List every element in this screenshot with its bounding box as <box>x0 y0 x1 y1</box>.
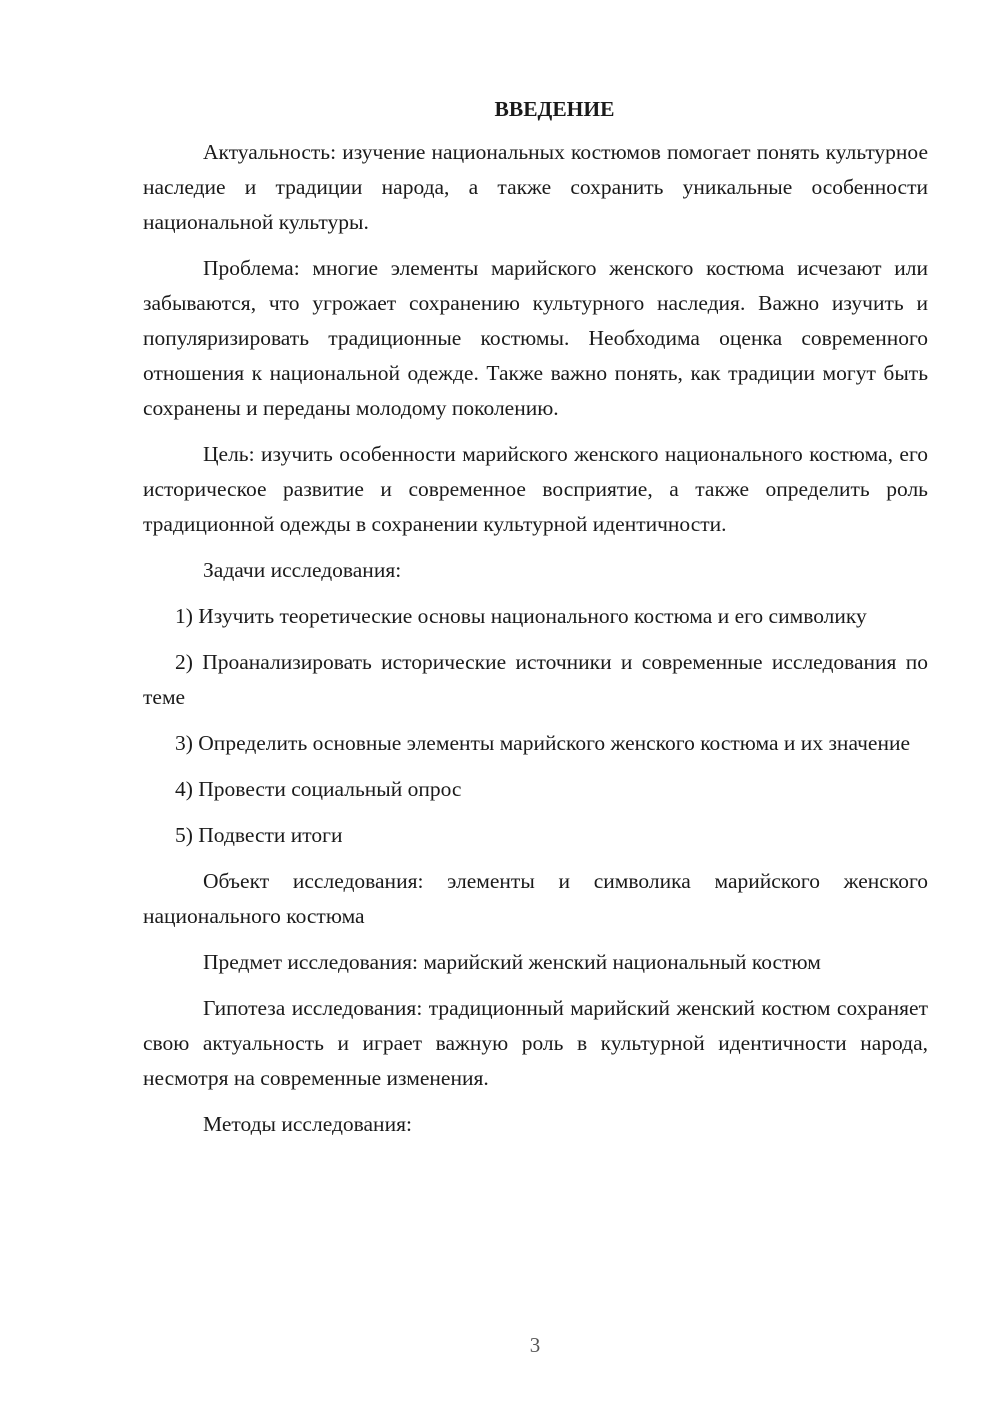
page-number: 3 <box>529 1333 541 1357</box>
task-item-3: 3) Определить основные элементы марийского женского костюма и их значение <box>175 731 911 755</box>
methods-heading: Методы исследования: <box>203 1112 412 1136</box>
subject-paragraph: Предмет исследования: марийский женский национальный костюм <box>203 950 821 974</box>
relevance-paragraph: Актуальность: изучение национальных костюмов помогает понять культурное наследие и традиции народа, а также сохранить уникальные особенности национальной культуры. <box>143 140 928 234</box>
page-title: ВВЕДЕНИЕ <box>494 97 615 121</box>
tasks-heading: Задачи исследования: <box>203 558 402 582</box>
document-page <box>143 92 928 1153</box>
goal-paragraph: Цель: изучить особенности марийского женского национального костюма, его историческое развитие и современное восприятие, а также определить роль традиционной одежды в сохранении культурной идентичности. <box>143 442 928 536</box>
object-paragraph: Объект исследования: элементы и символика марийского женского национального костюма <box>143 869 928 928</box>
task-item-4: 4) Провести социальный опрос <box>175 777 462 801</box>
task-item-2: 2) Проанализировать исторические источники и современные исследования по теме <box>143 650 928 709</box>
problem-paragraph: Проблема: многие элементы марийского женского костюма исчезают или забываются, что угрожает сохранению культурного наследия. Важно изучить и популяризировать традиционные костюмы. Необходима оценка современного отношения к национальной одежде. Также важно понять, как традиции могут быть сохранены и переданы молодому поколению. <box>143 256 928 420</box>
hypothesis-paragraph: Гипотеза исследования: традиционный марийский женский костюм сохраняет свою актуальность и играет важную роль в культурной идентичности народа, несмотря на современные изменения. <box>143 996 928 1090</box>
task-item-1: 1) Изучить теоретические основы национального костюма и его символику <box>175 604 867 628</box>
task-item-5: 5) Подвести итоги <box>175 823 343 847</box>
